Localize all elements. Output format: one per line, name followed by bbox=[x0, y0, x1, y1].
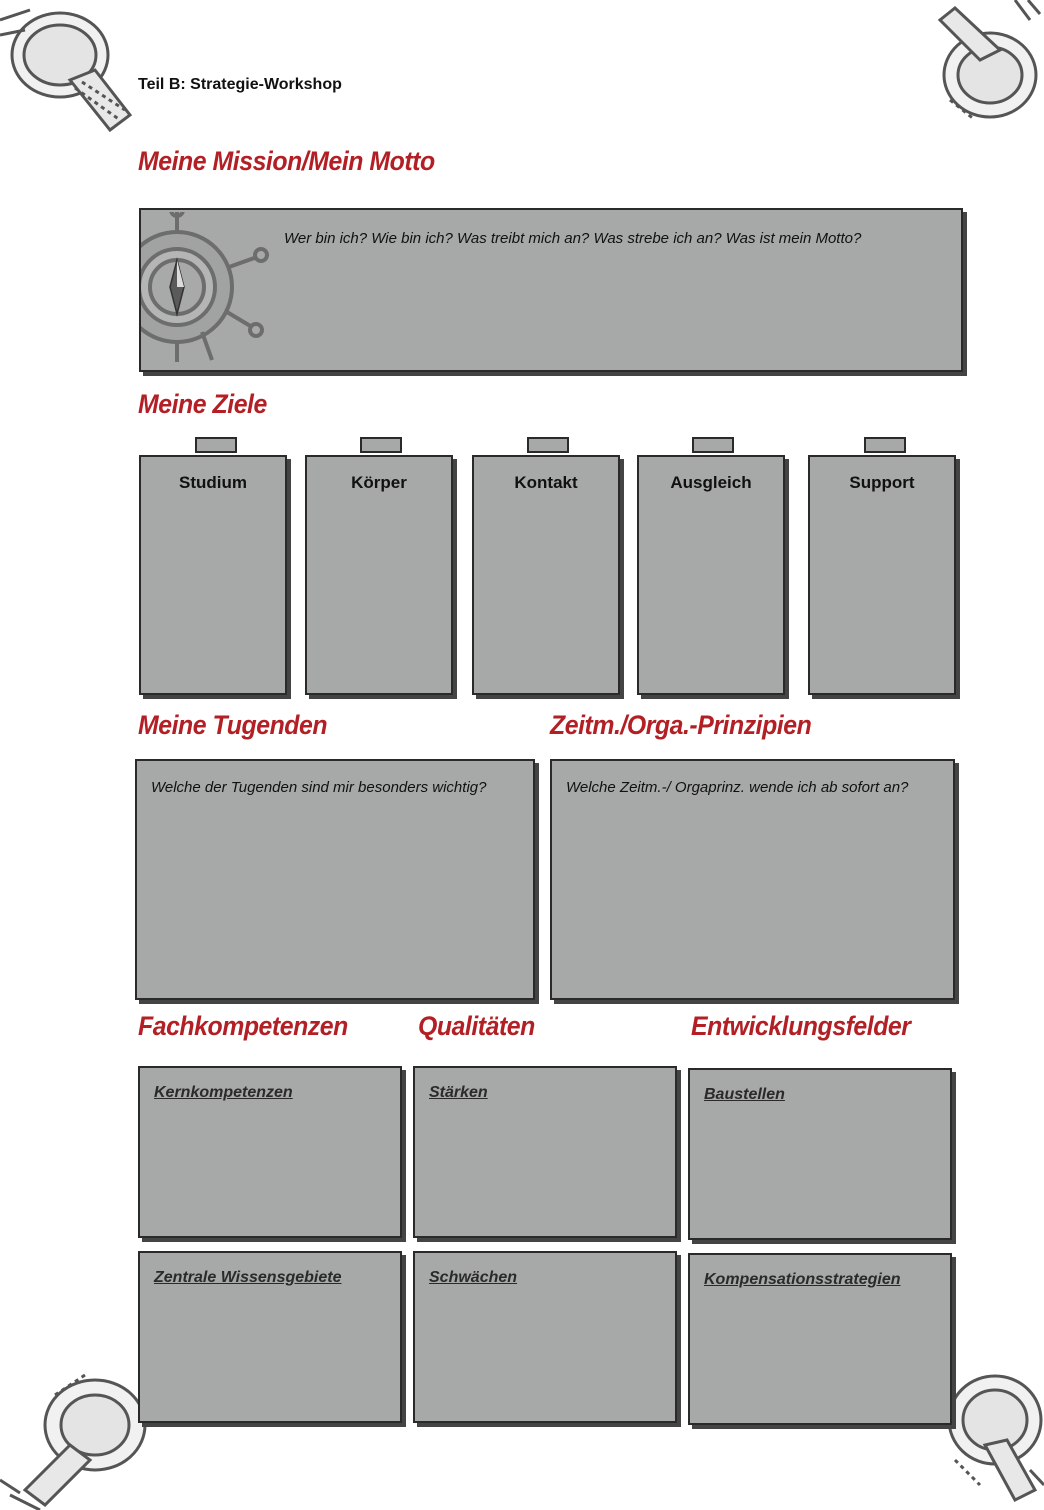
virtues-prompt: Welche der Tugenden sind mir besonders wichtig? bbox=[151, 779, 487, 796]
goal-column-kontakt[interactable] bbox=[472, 455, 620, 695]
goal-tab bbox=[195, 437, 237, 453]
knowledge-areas-label: Zentrale Wissensgebiete bbox=[154, 1269, 342, 1286]
goal-column-support[interactable] bbox=[808, 455, 956, 695]
goal-column-label: Körper bbox=[351, 473, 407, 492]
goal-tab bbox=[692, 437, 734, 453]
goal-column-label: Ausgleich bbox=[670, 473, 752, 492]
principles-prompt: Welche Zeitm.-/ Orgaprinz. wende ich ab sofort an? bbox=[566, 779, 909, 796]
goal-tab bbox=[360, 437, 402, 453]
construction-sites-label: Baustellen bbox=[704, 1086, 785, 1103]
pushpin-icon bbox=[0, 0, 150, 150]
compensation-strategies-box[interactable] bbox=[688, 1253, 952, 1425]
document-header-title: Teil B: Strategie-Workshop bbox=[138, 76, 342, 93]
section-heading-development: Entwicklungsfelder bbox=[691, 1011, 911, 1041]
weaknesses-label: Schwächen bbox=[429, 1269, 518, 1286]
core-competences-label: Kernkompetenzen bbox=[154, 1084, 293, 1101]
goal-tab bbox=[864, 437, 906, 453]
section-heading-virtues: Meine Tugenden bbox=[138, 710, 328, 740]
section-heading-qualities: Qualitäten bbox=[418, 1011, 535, 1041]
goal-column-ausgleich[interactable] bbox=[637, 455, 785, 695]
strengths-label: Stärken bbox=[429, 1084, 488, 1101]
goal-tab bbox=[527, 437, 569, 453]
section-heading-principles: Zeitm./Orga.-Prinzipien bbox=[550, 710, 812, 740]
section-heading-mission: Meine Mission/Mein Motto bbox=[138, 146, 435, 176]
section-heading-goals: Meine Ziele bbox=[138, 389, 267, 419]
virtues-box[interactable] bbox=[135, 759, 535, 1000]
goal-column-koerper[interactable] bbox=[305, 455, 453, 695]
goal-column-label: Studium bbox=[179, 473, 247, 492]
goal-column-studium[interactable] bbox=[139, 455, 287, 695]
principles-box[interactable] bbox=[550, 759, 955, 1000]
compensation-strategies-label: Kompensationsstrategien bbox=[704, 1271, 901, 1288]
goal-column-label: Kontakt bbox=[514, 473, 578, 492]
weaknesses-box[interactable] bbox=[413, 1251, 677, 1423]
ship-wheel-compass-icon bbox=[139, 212, 277, 372]
mission-prompt: Wer bin ich? Wie bin ich? Was treibt mich an? Was strebe ich an? Was ist mein Motto? bbox=[284, 230, 862, 247]
pushpin-icon bbox=[0, 1365, 160, 1510]
construction-sites-box[interactable] bbox=[688, 1068, 952, 1240]
core-competences-box[interactable] bbox=[138, 1066, 402, 1238]
strengths-box[interactable] bbox=[413, 1066, 677, 1238]
section-heading-competences: Fachkompetenzen bbox=[138, 1011, 348, 1041]
pushpin-icon bbox=[920, 0, 1044, 140]
knowledge-areas-box[interactable] bbox=[138, 1251, 402, 1423]
goal-column-label: Support bbox=[849, 473, 915, 492]
mission-box[interactable] bbox=[139, 208, 963, 372]
